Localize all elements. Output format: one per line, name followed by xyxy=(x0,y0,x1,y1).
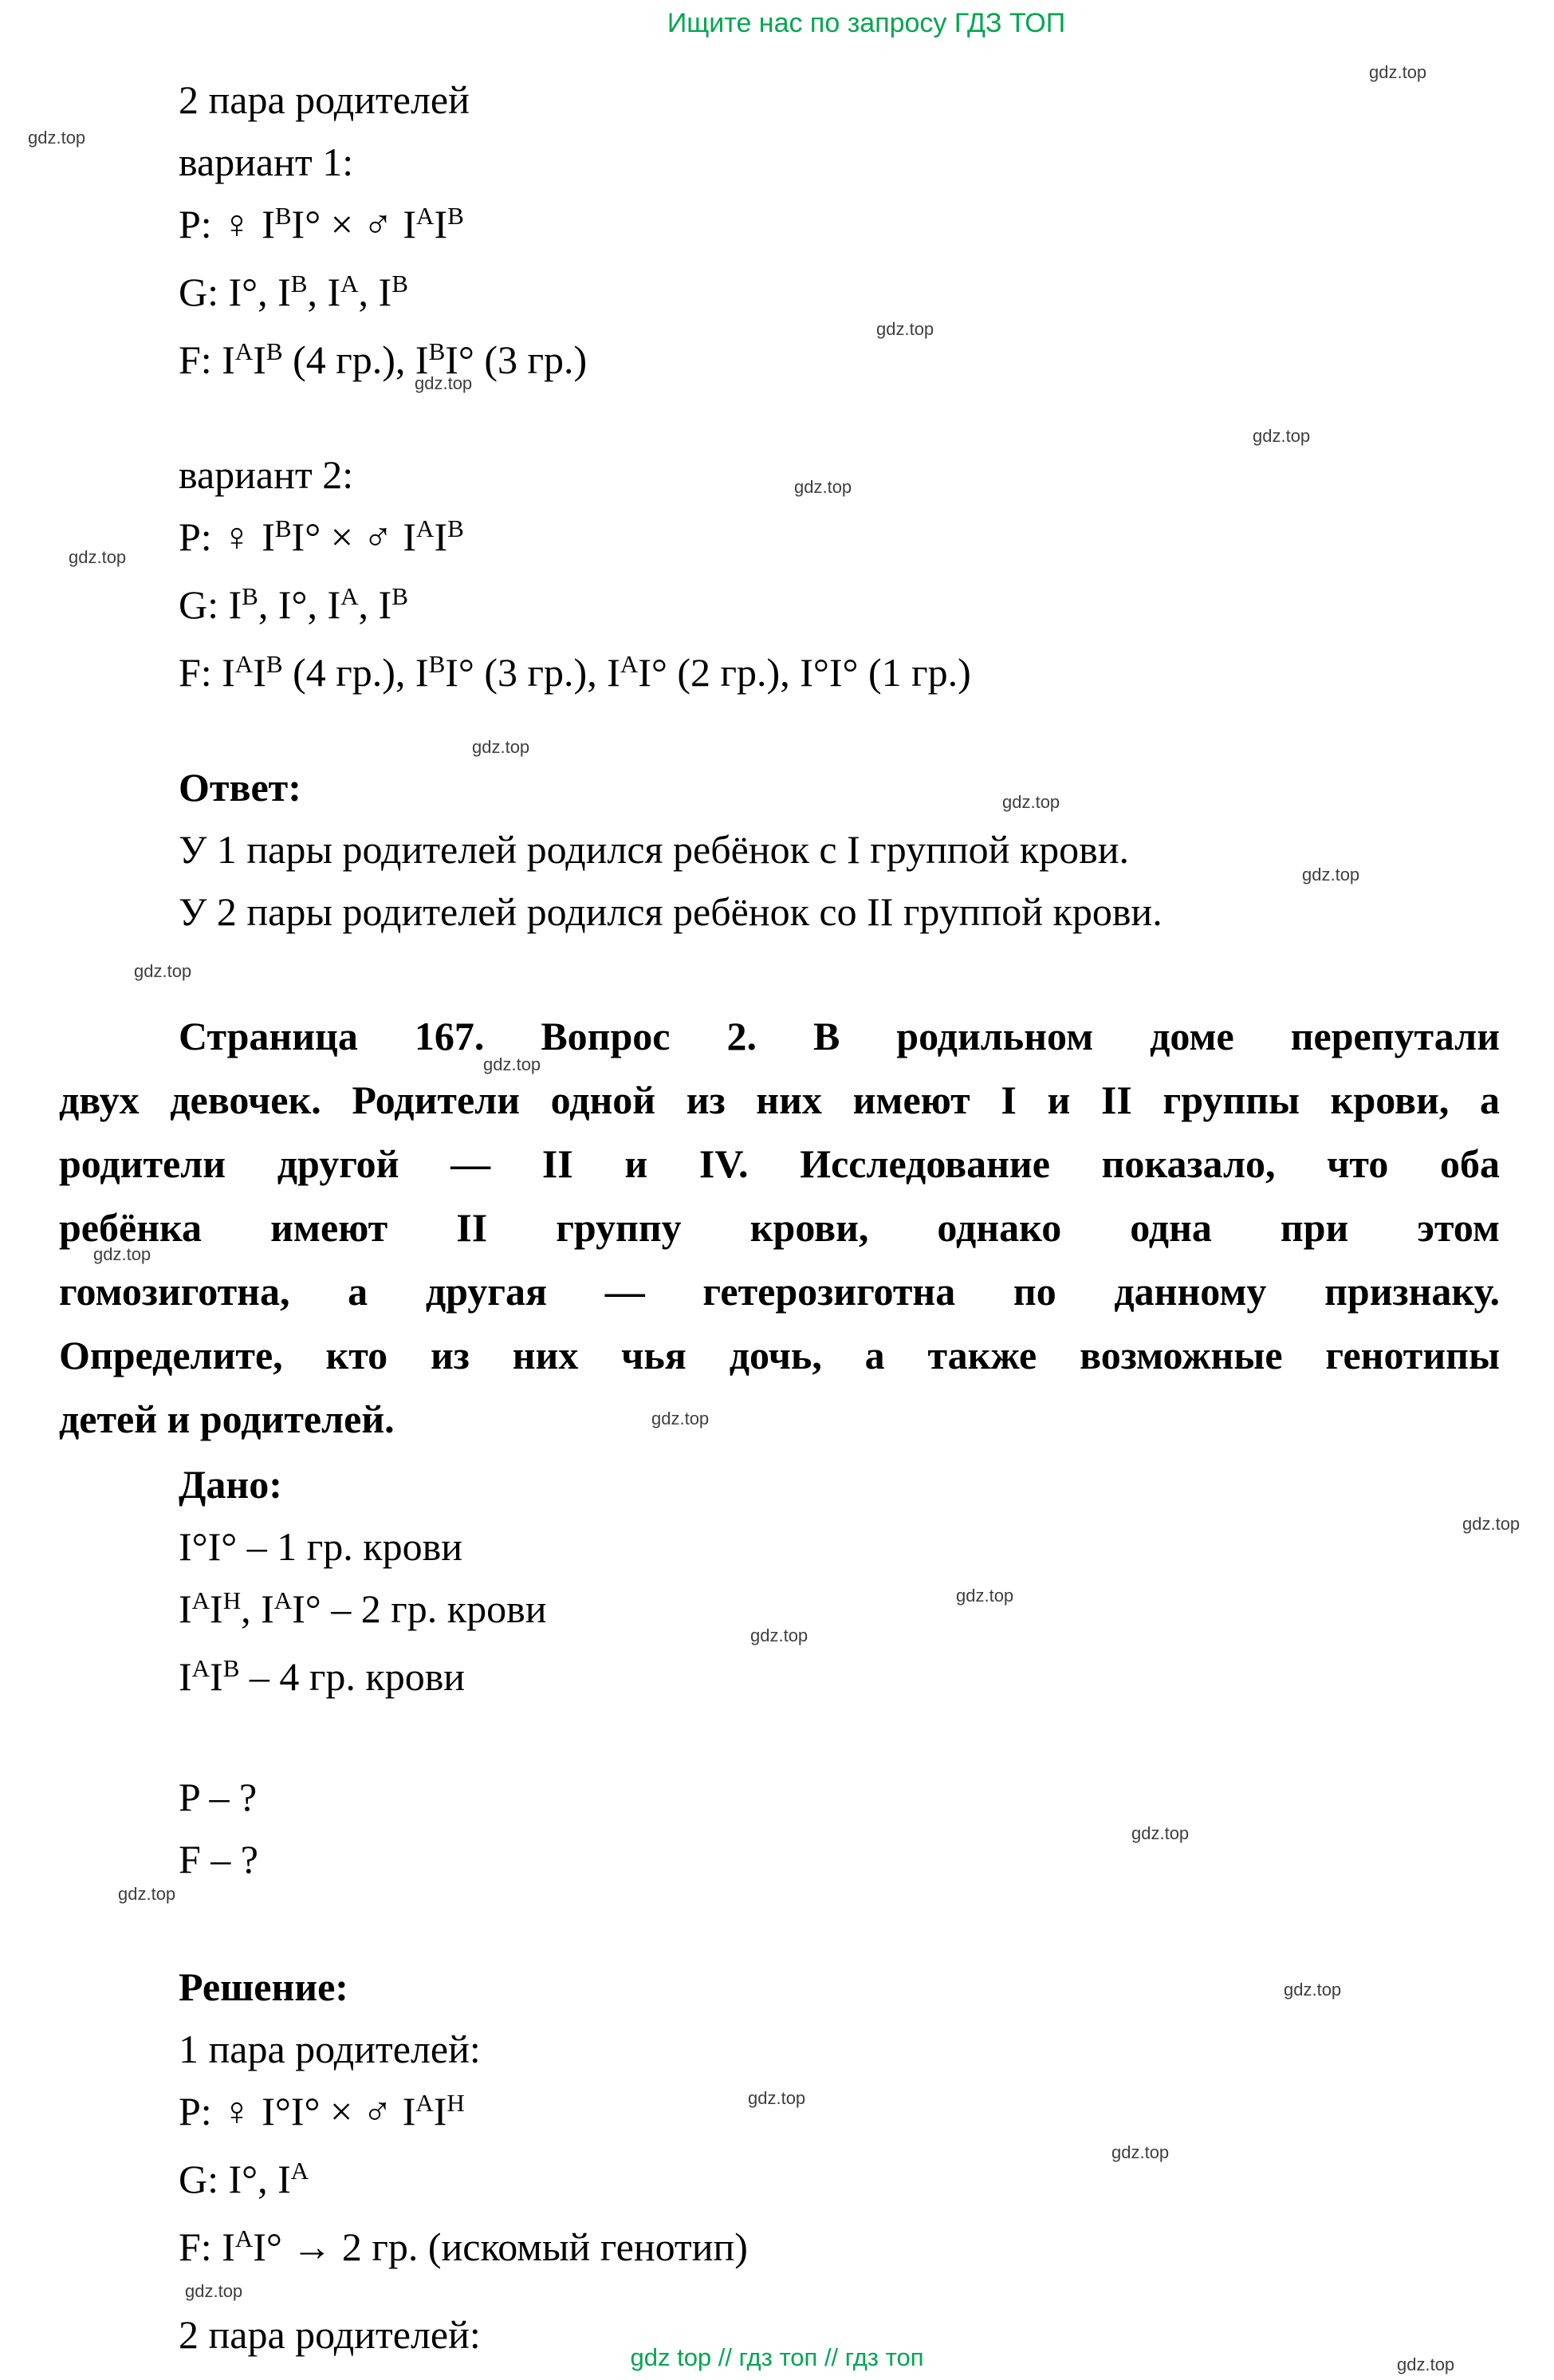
watermark-text: gdz.top xyxy=(118,1884,176,1904)
watermark-text: gdz.top xyxy=(876,319,934,339)
footer-promo-text: gdz top // гдз топ // гдз топ xyxy=(630,2343,924,2371)
text-line: $I^AI^B - 4$ гр. крови xyxy=(179,1653,466,1699)
text-line: P: ♀ $I^BI^\circ$ × ♂ $I^AI^B$ xyxy=(179,201,464,246)
watermark-text: gdz.top xyxy=(134,961,192,981)
text-line: 1 пара родителей: xyxy=(179,2027,481,2071)
text-line: G: I°, $I^A$ xyxy=(179,2156,309,2201)
problem-text-line: ребёнка имеют II группу крови, однако одна при этом xyxy=(59,1205,1500,1250)
watermark-text: gdz.top xyxy=(472,737,530,757)
problem-paragraph xyxy=(59,1004,1500,1451)
watermark-text: gdz.top xyxy=(28,128,86,148)
text-line: Решение: xyxy=(179,1964,348,2009)
watermark-text: gdz.top xyxy=(750,1625,808,1645)
watermark-text: gdz.top xyxy=(1253,426,1311,446)
problem-text-line: родители другой — II и IV. Исследование показало, что оба xyxy=(59,1141,1500,1186)
text-line: Дано: xyxy=(179,1462,282,1507)
text-line: вариант 2: xyxy=(179,452,354,497)
watermark-text: gdz.top xyxy=(748,2088,806,2108)
text-line: F: $I^AI^B$ (4 гр.), $I^BI^\circ$ (3 гр.), $I^AI^\circ$ (2 гр.), I°I° (1 гр.) xyxy=(179,649,971,695)
problem-text-line: гомозиготна, а другая — гетерозиготна по данному признаку. xyxy=(59,1269,1500,1314)
text-line: Ответ: xyxy=(179,765,301,810)
watermark-text: gdz.top xyxy=(1302,865,1360,885)
problem-text-line: двух девочек. Родители одной из них имеют I и II группы крови, а xyxy=(59,1078,1500,1122)
text-line: 2 пара родителей: xyxy=(179,2312,481,2357)
watermark-text: gdz.top xyxy=(1462,1514,1521,1534)
section-parents2-variant1 xyxy=(179,69,587,396)
watermark-text: gdz.top xyxy=(93,1244,151,1264)
section-answer xyxy=(179,756,1163,943)
text-line: P – ? xyxy=(179,1775,258,1819)
text-line: I°I° – 1 гр. крови xyxy=(179,1524,462,1569)
watermark-text: gdz.top xyxy=(1397,2354,1455,2374)
text-line: F – ? xyxy=(179,1837,258,1882)
watermark-text: gdz.top xyxy=(1369,62,1427,82)
watermark-text: gdz.top xyxy=(185,2281,243,2301)
section-parents2-variant2 xyxy=(179,443,971,709)
text-line: P: ♀ I°I° × ♂ $I^AI^H$ xyxy=(179,2088,465,2134)
watermark-text: gdz.top xyxy=(415,373,473,393)
watermark-text: gdz.top xyxy=(69,547,127,567)
section-find xyxy=(179,1766,258,1890)
header-promo-text: Ищите нас по запросу ГДЗ ТОП xyxy=(667,8,1066,38)
text-line: У 1 пары родителей родился ребёнок с I группой крови. xyxy=(179,827,1130,872)
text-line: P: ♀ $I^BI^\circ$ × ♂ $I^AI^B$ xyxy=(179,514,464,559)
watermark-text: gdz.top xyxy=(1284,1980,1342,2000)
text-line: G: I°, $I^B$, $I^A$, $I^B$ xyxy=(179,269,408,314)
text-line: G: $I^B$, I°, $I^A$, $I^B$ xyxy=(179,581,408,627)
watermark-text: gdz.top xyxy=(1002,792,1060,812)
watermark-text: gdz.top xyxy=(1131,1823,1190,1843)
watermark-text: gdz.top xyxy=(956,1586,1014,1606)
text-line: $I^AI^H$, $I^AI^\circ - 2$ гр. крови xyxy=(179,1586,547,1631)
text-line: F: $I^AI^\circ \to 2$ гр. (искомый генотип) xyxy=(179,2224,748,2269)
watermark-text: gdz.top xyxy=(651,1409,710,1428)
text-line: 2 пара родителей xyxy=(179,77,470,122)
watermark-text: gdz.top xyxy=(794,477,852,497)
text-line: вариант 1: xyxy=(179,140,354,184)
problem-text-line: Страница 167. Вопрос 2. В родильном доме перепутали xyxy=(179,1014,1500,1058)
watermark-text: gdz.top xyxy=(483,1054,541,1074)
problem-text-line: Определите, кто из них чья дочь, а также возможные генотипы xyxy=(59,1333,1500,1377)
watermark-text: gdz.top xyxy=(1111,2142,1170,2162)
section-given xyxy=(179,1453,546,1713)
text-line: У 2 пары родителей родился ребёнок со II группой крови. xyxy=(179,889,1163,934)
text-line: F: $I^AI^B$ (4 гр.), $I^BI^\circ$ (3 гр.) xyxy=(179,337,588,382)
problem-text-line: детей и родителей. xyxy=(59,1397,395,1441)
section-solution xyxy=(179,1956,748,2283)
